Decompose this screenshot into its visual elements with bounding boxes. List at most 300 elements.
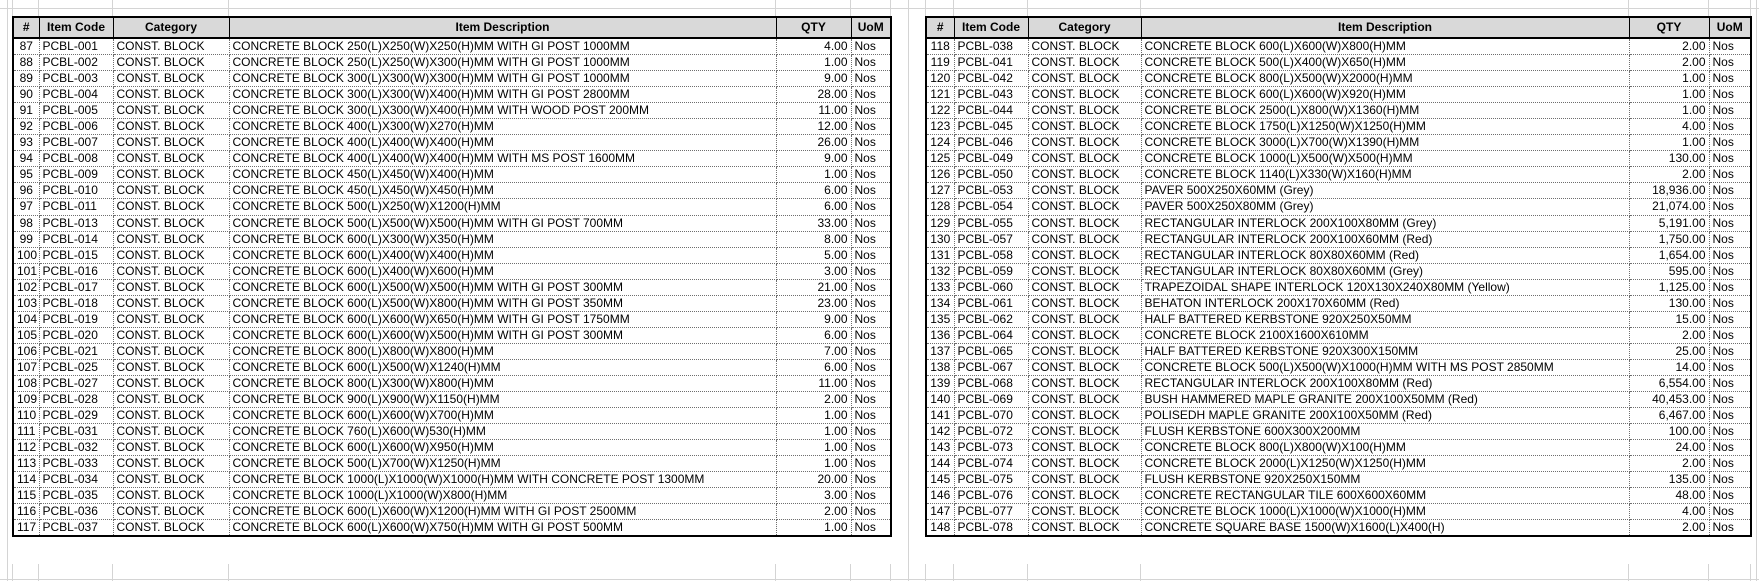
col-header-item-code[interactable]: Item Code <box>39 17 113 38</box>
col-header-number[interactable]: # <box>926 17 954 38</box>
item-code-cell[interactable]: PCBL-057 <box>954 231 1028 247</box>
row-number-cell[interactable]: 137 <box>926 343 954 359</box>
qty-cell[interactable]: 21.00 <box>776 279 851 295</box>
item-description-cell[interactable]: CONCRETE BLOCK 900(L)X900(W)X1150(H)MM <box>229 392 776 408</box>
item-code-cell[interactable]: PCBL-004 <box>39 87 113 103</box>
item-code-cell[interactable]: PCBL-017 <box>39 279 113 295</box>
uom-cell[interactable]: Nos <box>851 472 891 488</box>
row-number-cell[interactable]: 148 <box>926 520 954 537</box>
row-number-cell[interactable]: 128 <box>926 199 954 215</box>
qty-cell[interactable]: 3.00 <box>776 488 851 504</box>
qty-cell[interactable]: 15.00 <box>1629 311 1709 327</box>
uom-cell[interactable]: Nos <box>1709 295 1751 311</box>
uom-cell[interactable]: Nos <box>1709 38 1751 55</box>
uom-cell[interactable]: Nos <box>851 440 891 456</box>
uom-cell[interactable]: Nos <box>1709 199 1751 215</box>
item-description-cell[interactable]: CONCRETE BLOCK 600(L)X600(W)X700(H)MM <box>229 408 776 424</box>
item-code-cell[interactable]: PCBL-044 <box>954 103 1028 119</box>
row-number-cell[interactable]: 133 <box>926 279 954 295</box>
item-description-cell[interactable]: TRAPEZOIDAL SHAPE INTERLOCK 120X130X240X80MM (Yellow) <box>1141 279 1629 295</box>
qty-cell[interactable]: 2.00 <box>1629 167 1709 183</box>
item-code-cell[interactable]: PCBL-077 <box>954 504 1028 520</box>
item-description-cell[interactable]: CONCRETE BLOCK 600(L)X600(W)X920(H)MM <box>1141 87 1629 103</box>
uom-cell[interactable]: Nos <box>1709 488 1751 504</box>
category-cell[interactable]: CONST. BLOCK <box>113 504 229 520</box>
row-number-cell[interactable]: 143 <box>926 440 954 456</box>
item-code-cell[interactable]: PCBL-062 <box>954 311 1028 327</box>
item-description-cell[interactable]: CONCRETE BLOCK 400(L)X300(W)X270(H)MM <box>229 119 776 135</box>
qty-cell[interactable]: 100.00 <box>1629 424 1709 440</box>
category-cell[interactable]: CONST. BLOCK <box>1028 183 1141 199</box>
item-code-cell[interactable]: PCBL-036 <box>39 504 113 520</box>
item-code-cell[interactable]: PCBL-010 <box>39 183 113 199</box>
category-cell[interactable]: CONST. BLOCK <box>1028 440 1141 456</box>
qty-cell[interactable]: 1.00 <box>776 456 851 472</box>
qty-cell[interactable]: 9.00 <box>776 311 851 327</box>
row-number-cell[interactable]: 107 <box>13 359 39 375</box>
item-code-cell[interactable]: PCBL-029 <box>39 408 113 424</box>
uom-cell[interactable]: Nos <box>1709 472 1751 488</box>
row-number-cell[interactable]: 131 <box>926 247 954 263</box>
uom-cell[interactable]: Nos <box>1709 167 1751 183</box>
category-cell[interactable]: CONST. BLOCK <box>1028 311 1141 327</box>
uom-cell[interactable]: Nos <box>851 424 891 440</box>
category-cell[interactable]: CONST. BLOCK <box>113 119 229 135</box>
category-cell[interactable]: CONST. BLOCK <box>113 199 229 215</box>
item-code-cell[interactable]: PCBL-072 <box>954 424 1028 440</box>
uom-cell[interactable]: Nos <box>851 151 891 167</box>
qty-cell[interactable]: 1,750.00 <box>1629 231 1709 247</box>
item-description-cell[interactable]: CONCRETE BLOCK 600(L)X600(W)X750(H)MM WITH GI POST 500MM <box>229 520 776 537</box>
qty-cell[interactable]: 9.00 <box>776 71 851 87</box>
row-number-cell[interactable]: 109 <box>13 392 39 408</box>
uom-cell[interactable]: Nos <box>851 103 891 119</box>
col-header-number[interactable]: # <box>13 17 39 38</box>
item-code-cell[interactable]: PCBL-006 <box>39 119 113 135</box>
row-number-cell[interactable]: 103 <box>13 295 39 311</box>
qty-cell[interactable]: 33.00 <box>776 215 851 231</box>
qty-cell[interactable]: 2.00 <box>776 504 851 520</box>
qty-cell[interactable]: 1.00 <box>776 440 851 456</box>
item-code-cell[interactable]: PCBL-078 <box>954 520 1028 537</box>
item-description-cell[interactable]: CONCRETE BLOCK 2500(L)X800(W)X1360(H)MM <box>1141 103 1629 119</box>
item-code-cell[interactable]: PCBL-031 <box>39 424 113 440</box>
row-number-cell[interactable]: 136 <box>926 327 954 343</box>
item-description-cell[interactable]: CONCRETE BLOCK 450(L)X450(W)X450(H)MM <box>229 183 776 199</box>
uom-cell[interactable]: Nos <box>1709 119 1751 135</box>
uom-cell[interactable]: Nos <box>851 279 891 295</box>
qty-cell[interactable]: 1.00 <box>1629 87 1709 103</box>
item-description-cell[interactable]: CONCRETE BLOCK 2000(L)X1250(W)X1250(H)MM <box>1141 456 1629 472</box>
category-cell[interactable]: CONST. BLOCK <box>1028 71 1141 87</box>
qty-cell[interactable]: 6.00 <box>776 327 851 343</box>
category-cell[interactable]: CONST. BLOCK <box>1028 343 1141 359</box>
qty-cell[interactable]: 4.00 <box>1629 504 1709 520</box>
row-number-cell[interactable]: 114 <box>13 472 39 488</box>
qty-cell[interactable]: 21,074.00 <box>1629 199 1709 215</box>
item-code-cell[interactable]: PCBL-055 <box>954 215 1028 231</box>
item-description-cell[interactable]: RECTANGULAR INTERLOCK 80X80X60MM (Grey) <box>1141 263 1629 279</box>
qty-cell[interactable]: 40,453.00 <box>1629 392 1709 408</box>
item-description-cell[interactable]: CONCRETE BLOCK 500(L)X250(W)X1200(H)MM <box>229 199 776 215</box>
item-description-cell[interactable]: CONCRETE BLOCK 400(L)X400(W)X400(H)MM <box>229 135 776 151</box>
uom-cell[interactable]: Nos <box>1709 151 1751 167</box>
col-header-qty[interactable]: QTY <box>776 17 851 38</box>
row-number-cell[interactable]: 117 <box>13 520 39 537</box>
qty-cell[interactable]: 4.00 <box>776 38 851 55</box>
col-header-item-code[interactable]: Item Code <box>954 17 1028 38</box>
item-description-cell[interactable]: FLUSH KERBSTONE 600X300X200MM <box>1141 424 1629 440</box>
item-code-cell[interactable]: PCBL-007 <box>39 135 113 151</box>
category-cell[interactable]: CONST. BLOCK <box>113 167 229 183</box>
row-number-cell[interactable]: 113 <box>13 456 39 472</box>
item-description-cell[interactable]: CONCRETE BLOCK 450(L)X450(W)X400(H)MM <box>229 167 776 183</box>
item-code-cell[interactable]: PCBL-043 <box>954 87 1028 103</box>
item-code-cell[interactable]: PCBL-054 <box>954 199 1028 215</box>
category-cell[interactable]: CONST. BLOCK <box>113 295 229 311</box>
category-cell[interactable]: CONST. BLOCK <box>1028 488 1141 504</box>
row-number-cell[interactable]: 104 <box>13 311 39 327</box>
category-cell[interactable]: CONST. BLOCK <box>113 343 229 359</box>
uom-cell[interactable]: Nos <box>851 343 891 359</box>
row-number-cell[interactable]: 121 <box>926 87 954 103</box>
category-cell[interactable]: CONST. BLOCK <box>113 279 229 295</box>
uom-cell[interactable]: Nos <box>851 520 891 537</box>
item-code-cell[interactable]: PCBL-034 <box>39 472 113 488</box>
uom-cell[interactable]: Nos <box>851 135 891 151</box>
item-code-cell[interactable]: PCBL-070 <box>954 408 1028 424</box>
item-description-cell[interactable]: CONCRETE BLOCK 800(L)X500(W)X2000(H)MM <box>1141 71 1629 87</box>
item-description-cell[interactable]: CONCRETE BLOCK 500(L)X700(W)X1250(H)MM <box>229 456 776 472</box>
qty-cell[interactable]: 2.00 <box>1629 38 1709 55</box>
uom-cell[interactable]: Nos <box>851 38 891 55</box>
uom-cell[interactable]: Nos <box>851 87 891 103</box>
item-description-cell[interactable]: CONCRETE BLOCK 600(L)X600(W)X500(H)MM WITH GI POST 300MM <box>229 327 776 343</box>
item-description-cell[interactable]: CONCRETE BLOCK 600(L)X400(W)X400(H)MM <box>229 247 776 263</box>
uom-cell[interactable]: Nos <box>1709 279 1751 295</box>
category-cell[interactable]: CONST. BLOCK <box>1028 408 1141 424</box>
item-code-cell[interactable]: PCBL-021 <box>39 343 113 359</box>
row-number-cell[interactable]: 138 <box>926 359 954 375</box>
category-cell[interactable]: CONST. BLOCK <box>1028 247 1141 263</box>
category-cell[interactable]: CONST. BLOCK <box>1028 151 1141 167</box>
item-description-cell[interactable]: CONCRETE RECTANGULAR TILE 600X600X60MM <box>1141 488 1629 504</box>
item-code-cell[interactable]: PCBL-027 <box>39 375 113 391</box>
row-number-cell[interactable]: 97 <box>13 199 39 215</box>
row-number-cell[interactable]: 101 <box>13 263 39 279</box>
row-number-cell[interactable]: 125 <box>926 151 954 167</box>
item-description-cell[interactable]: HALF BATTERED KERBSTONE 920X250X50MM <box>1141 311 1629 327</box>
qty-cell[interactable]: 23.00 <box>776 295 851 311</box>
item-code-cell[interactable]: PCBL-009 <box>39 167 113 183</box>
qty-cell[interactable]: 7.00 <box>776 343 851 359</box>
col-header-qty[interactable]: QTY <box>1629 17 1709 38</box>
category-cell[interactable]: CONST. BLOCK <box>113 392 229 408</box>
uom-cell[interactable]: Nos <box>1709 520 1751 537</box>
item-code-cell[interactable]: PCBL-053 <box>954 183 1028 199</box>
item-description-cell[interactable]: CONCRETE BLOCK 800(L)X800(W)X800(H)MM <box>229 343 776 359</box>
qty-cell[interactable]: 2.00 <box>1629 55 1709 71</box>
qty-cell[interactable]: 6.00 <box>776 183 851 199</box>
item-description-cell[interactable]: POLISEDH MAPLE GRANITE 200X100X50MM (Red) <box>1141 408 1629 424</box>
qty-cell[interactable]: 28.00 <box>776 87 851 103</box>
uom-cell[interactable]: Nos <box>1709 359 1751 375</box>
uom-cell[interactable]: Nos <box>851 488 891 504</box>
category-cell[interactable]: CONST. BLOCK <box>113 103 229 119</box>
item-description-cell[interactable]: CONCRETE BLOCK 600(L)X600(W)X1200(H)MM WITH GI POST 2500MM <box>229 504 776 520</box>
row-number-cell[interactable]: 146 <box>926 488 954 504</box>
uom-cell[interactable]: Nos <box>851 183 891 199</box>
col-header-uom[interactable]: UoM <box>1709 17 1751 38</box>
category-cell[interactable]: CONST. BLOCK <box>113 263 229 279</box>
qty-cell[interactable]: 1.00 <box>1629 103 1709 119</box>
item-code-cell[interactable]: PCBL-049 <box>954 151 1028 167</box>
category-cell[interactable]: CONST. BLOCK <box>1028 359 1141 375</box>
qty-cell[interactable]: 1.00 <box>1629 135 1709 151</box>
category-cell[interactable]: CONST. BLOCK <box>113 247 229 263</box>
uom-cell[interactable]: Nos <box>851 199 891 215</box>
item-code-cell[interactable]: PCBL-069 <box>954 392 1028 408</box>
qty-cell[interactable]: 1.00 <box>776 55 851 71</box>
item-code-cell[interactable]: PCBL-018 <box>39 295 113 311</box>
item-description-cell[interactable]: CONCRETE BLOCK 500(L)X400(W)X650(H)MM <box>1141 55 1629 71</box>
item-description-cell[interactable]: CONCRETE BLOCK 250(L)X250(W)X300(H)MM WITH GI POST 1000MM <box>229 55 776 71</box>
category-cell[interactable]: CONST. BLOCK <box>1028 38 1141 55</box>
qty-cell[interactable]: 6.00 <box>776 359 851 375</box>
item-code-cell[interactable]: PCBL-042 <box>954 71 1028 87</box>
row-number-cell[interactable]: 89 <box>13 71 39 87</box>
category-cell[interactable]: CONST. BLOCK <box>113 311 229 327</box>
category-cell[interactable]: CONST. BLOCK <box>113 183 229 199</box>
item-description-cell[interactable]: CONCRETE BLOCK 1750(L)X1250(W)X1250(H)MM <box>1141 119 1629 135</box>
category-cell[interactable]: CONST. BLOCK <box>1028 199 1141 215</box>
item-code-cell[interactable]: PCBL-013 <box>39 215 113 231</box>
item-description-cell[interactable]: BEHATON INTERLOCK 200X170X60MM (Red) <box>1141 295 1629 311</box>
qty-cell[interactable]: 1,125.00 <box>1629 279 1709 295</box>
row-number-cell[interactable]: 130 <box>926 231 954 247</box>
row-number-cell[interactable]: 95 <box>13 167 39 183</box>
item-description-cell[interactable]: RECTANGULAR INTERLOCK 200X100X80MM (Red) <box>1141 375 1629 391</box>
uom-cell[interactable]: Nos <box>851 408 891 424</box>
item-code-cell[interactable]: PCBL-020 <box>39 327 113 343</box>
item-code-cell[interactable]: PCBL-003 <box>39 71 113 87</box>
category-cell[interactable]: CONST. BLOCK <box>1028 472 1141 488</box>
row-number-cell[interactable]: 122 <box>926 103 954 119</box>
row-number-cell[interactable]: 110 <box>13 408 39 424</box>
row-number-cell[interactable]: 124 <box>926 135 954 151</box>
qty-cell[interactable]: 2.00 <box>1629 327 1709 343</box>
uom-cell[interactable]: Nos <box>1709 504 1751 520</box>
row-number-cell[interactable]: 102 <box>13 279 39 295</box>
item-code-cell[interactable]: PCBL-075 <box>954 472 1028 488</box>
category-cell[interactable]: CONST. BLOCK <box>1028 456 1141 472</box>
category-cell[interactable]: CONST. BLOCK <box>113 231 229 247</box>
category-cell[interactable]: CONST. BLOCK <box>113 408 229 424</box>
qty-cell[interactable]: 11.00 <box>776 375 851 391</box>
uom-cell[interactable]: Nos <box>851 392 891 408</box>
category-cell[interactable]: CONST. BLOCK <box>1028 327 1141 343</box>
qty-cell[interactable]: 4.00 <box>1629 119 1709 135</box>
category-cell[interactable]: CONST. BLOCK <box>1028 295 1141 311</box>
qty-cell[interactable]: 1.00 <box>1629 71 1709 87</box>
row-number-cell[interactable]: 126 <box>926 167 954 183</box>
item-description-cell[interactable]: CONCRETE BLOCK 250(L)X250(W)X250(H)MM WITH GI POST 1000MM <box>229 38 776 55</box>
uom-cell[interactable]: Nos <box>1709 440 1751 456</box>
category-cell[interactable]: CONST. BLOCK <box>1028 119 1141 135</box>
category-cell[interactable]: CONST. BLOCK <box>1028 167 1141 183</box>
category-cell[interactable]: CONST. BLOCK <box>113 456 229 472</box>
item-description-cell[interactable]: PAVER 500X250X60MM (Grey) <box>1141 183 1629 199</box>
item-code-cell[interactable]: PCBL-016 <box>39 263 113 279</box>
category-cell[interactable]: CONST. BLOCK <box>113 135 229 151</box>
uom-cell[interactable]: Nos <box>1709 215 1751 231</box>
uom-cell[interactable]: Nos <box>851 311 891 327</box>
item-code-cell[interactable]: PCBL-076 <box>954 488 1028 504</box>
qty-cell[interactable]: 1.00 <box>776 424 851 440</box>
category-cell[interactable]: CONST. BLOCK <box>113 359 229 375</box>
uom-cell[interactable]: Nos <box>851 231 891 247</box>
row-number-cell[interactable]: 129 <box>926 215 954 231</box>
row-number-cell[interactable]: 134 <box>926 295 954 311</box>
category-cell[interactable]: CONST. BLOCK <box>1028 103 1141 119</box>
item-description-cell[interactable]: CONCRETE BLOCK 600(L)X600(W)X650(H)MM WITH GI POST 1750MM <box>229 311 776 327</box>
category-cell[interactable]: CONST. BLOCK <box>1028 520 1141 537</box>
category-cell[interactable]: CONST. BLOCK <box>1028 215 1141 231</box>
row-number-cell[interactable]: 88 <box>13 55 39 71</box>
qty-cell[interactable]: 2.00 <box>1629 456 1709 472</box>
item-code-cell[interactable]: PCBL-038 <box>954 38 1028 55</box>
item-code-cell[interactable]: PCBL-065 <box>954 343 1028 359</box>
item-code-cell[interactable]: PCBL-064 <box>954 327 1028 343</box>
qty-cell[interactable]: 130.00 <box>1629 151 1709 167</box>
uom-cell[interactable]: Nos <box>851 247 891 263</box>
uom-cell[interactable]: Nos <box>851 119 891 135</box>
category-cell[interactable]: CONST. BLOCK <box>113 327 229 343</box>
item-code-cell[interactable]: PCBL-060 <box>954 279 1028 295</box>
uom-cell[interactable]: Nos <box>851 295 891 311</box>
qty-cell[interactable]: 20.00 <box>776 472 851 488</box>
item-description-cell[interactable]: CONCRETE BLOCK 1000(L)X1000(W)X1000(H)MM WITH CONCRETE POST 1300MM <box>229 472 776 488</box>
row-number-cell[interactable]: 111 <box>13 424 39 440</box>
qty-cell[interactable]: 6.00 <box>776 199 851 215</box>
uom-cell[interactable]: Nos <box>1709 55 1751 71</box>
uom-cell[interactable]: Nos <box>851 263 891 279</box>
uom-cell[interactable]: Nos <box>1709 456 1751 472</box>
item-description-cell[interactable]: CONCRETE BLOCK 800(L)X300(W)X800(H)MM <box>229 375 776 391</box>
uom-cell[interactable]: Nos <box>851 167 891 183</box>
col-header-category[interactable]: Category <box>1028 17 1141 38</box>
qty-cell[interactable]: 1,654.00 <box>1629 247 1709 263</box>
uom-cell[interactable]: Nos <box>851 71 891 87</box>
item-description-cell[interactable]: CONCRETE BLOCK 300(L)X300(W)X400(H)MM WITH WOOD POST 200MM <box>229 103 776 119</box>
row-number-cell[interactable]: 93 <box>13 135 39 151</box>
item-code-cell[interactable]: PCBL-032 <box>39 440 113 456</box>
col-header-item-description[interactable]: Item Description <box>1141 17 1629 38</box>
row-number-cell[interactable]: 139 <box>926 375 954 391</box>
item-code-cell[interactable]: PCBL-008 <box>39 151 113 167</box>
item-code-cell[interactable]: PCBL-035 <box>39 488 113 504</box>
category-cell[interactable]: CONST. BLOCK <box>113 71 229 87</box>
item-code-cell[interactable]: PCBL-067 <box>954 359 1028 375</box>
row-number-cell[interactable]: 135 <box>926 311 954 327</box>
item-code-cell[interactable]: PCBL-050 <box>954 167 1028 183</box>
category-cell[interactable]: CONST. BLOCK <box>1028 55 1141 71</box>
item-description-cell[interactable]: CONCRETE BLOCK 1000(L)X500(W)X500(H)MM <box>1141 151 1629 167</box>
row-number-cell[interactable]: 94 <box>13 151 39 167</box>
item-code-cell[interactable]: PCBL-005 <box>39 103 113 119</box>
category-cell[interactable]: CONST. BLOCK <box>1028 135 1141 151</box>
row-number-cell[interactable]: 132 <box>926 263 954 279</box>
item-code-cell[interactable]: PCBL-025 <box>39 359 113 375</box>
col-header-uom[interactable]: UoM <box>851 17 891 38</box>
category-cell[interactable]: CONST. BLOCK <box>113 488 229 504</box>
item-description-cell[interactable]: CONCRETE BLOCK 2100X1600X610MM <box>1141 327 1629 343</box>
item-description-cell[interactable]: CONCRETE BLOCK 1140(L)X330(W)X160(H)MM <box>1141 167 1629 183</box>
qty-cell[interactable]: 18,936.00 <box>1629 183 1709 199</box>
uom-cell[interactable]: Nos <box>1709 71 1751 87</box>
item-description-cell[interactable]: BUSH HAMMERED MAPLE GRANITE 200X100X50MM (Red) <box>1141 392 1629 408</box>
category-cell[interactable]: CONST. BLOCK <box>113 472 229 488</box>
category-cell[interactable]: CONST. BLOCK <box>113 151 229 167</box>
row-number-cell[interactable]: 147 <box>926 504 954 520</box>
item-description-cell[interactable]: RECTANGULAR INTERLOCK 80X80X60MM (Red) <box>1141 247 1629 263</box>
item-code-cell[interactable]: PCBL-015 <box>39 247 113 263</box>
item-description-cell[interactable]: CONCRETE BLOCK 600(L)X600(W)X950(H)MM <box>229 440 776 456</box>
qty-cell[interactable]: 1.00 <box>776 520 851 537</box>
category-cell[interactable]: CONST. BLOCK <box>113 520 229 537</box>
item-description-cell[interactable]: CONCRETE BLOCK 760(L)X600(W)530(H)MM <box>229 424 776 440</box>
item-code-cell[interactable]: PCBL-073 <box>954 440 1028 456</box>
item-code-cell[interactable]: PCBL-074 <box>954 456 1028 472</box>
item-code-cell[interactable]: PCBL-001 <box>39 38 113 55</box>
item-description-cell[interactable]: CONCRETE BLOCK 300(L)X300(W)X400(H)MM WITH GI POST 2800MM <box>229 87 776 103</box>
qty-cell[interactable]: 2.00 <box>1629 520 1709 537</box>
qty-cell[interactable]: 6,467.00 <box>1629 408 1709 424</box>
uom-cell[interactable]: Nos <box>1709 135 1751 151</box>
row-number-cell[interactable]: 120 <box>926 71 954 87</box>
qty-cell[interactable]: 5.00 <box>776 247 851 263</box>
row-number-cell[interactable]: 105 <box>13 327 39 343</box>
row-number-cell[interactable]: 99 <box>13 231 39 247</box>
row-number-cell[interactable]: 141 <box>926 408 954 424</box>
item-code-cell[interactable]: PCBL-033 <box>39 456 113 472</box>
item-code-cell[interactable]: PCBL-014 <box>39 231 113 247</box>
category-cell[interactable]: CONST. BLOCK <box>1028 87 1141 103</box>
item-code-cell[interactable]: PCBL-059 <box>954 263 1028 279</box>
category-cell[interactable]: CONST. BLOCK <box>1028 263 1141 279</box>
uom-cell[interactable]: Nos <box>1709 87 1751 103</box>
uom-cell[interactable]: Nos <box>1709 183 1751 199</box>
uom-cell[interactable]: Nos <box>851 375 891 391</box>
item-description-cell[interactable]: CONCRETE BLOCK 300(L)X300(W)X300(H)MM WITH GI POST 1000MM <box>229 71 776 87</box>
qty-cell[interactable]: 11.00 <box>776 103 851 119</box>
uom-cell[interactable]: Nos <box>851 504 891 520</box>
item-code-cell[interactable]: PCBL-011 <box>39 199 113 215</box>
row-number-cell[interactable]: 144 <box>926 456 954 472</box>
row-number-cell[interactable]: 116 <box>13 504 39 520</box>
uom-cell[interactable]: Nos <box>1709 247 1751 263</box>
row-number-cell[interactable]: 96 <box>13 183 39 199</box>
uom-cell[interactable]: Nos <box>1709 424 1751 440</box>
uom-cell[interactable]: Nos <box>1709 311 1751 327</box>
item-description-cell[interactable]: CONCRETE BLOCK 600(L)X500(W)X500(H)MM WITH GI POST 300MM <box>229 279 776 295</box>
item-code-cell[interactable]: PCBL-041 <box>954 55 1028 71</box>
uom-cell[interactable]: Nos <box>1709 408 1751 424</box>
uom-cell[interactable]: Nos <box>851 456 891 472</box>
item-description-cell[interactable]: CONCRETE BLOCK 3000(L)X700(W)X1390(H)MM <box>1141 135 1629 151</box>
row-number-cell[interactable]: 90 <box>13 87 39 103</box>
qty-cell[interactable]: 5,191.00 <box>1629 215 1709 231</box>
